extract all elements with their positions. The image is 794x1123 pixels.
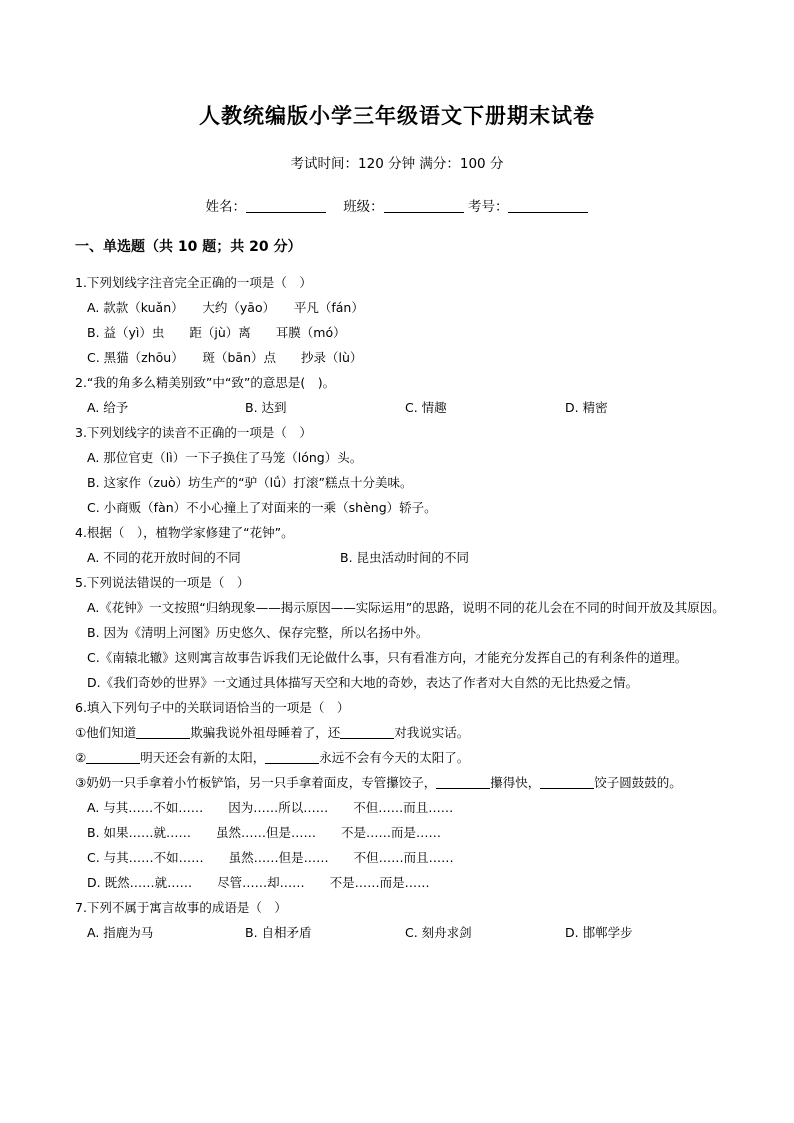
option-b: B. 自相矛盾 bbox=[245, 925, 312, 940]
question-stem: 1.下列划线字注音完全正确的一项是（ ） bbox=[75, 275, 312, 290]
exam-title: 人教统编版小学三年级语文下册期末试卷 bbox=[199, 104, 595, 128]
option-c: C. 情趣 bbox=[405, 400, 447, 415]
option-b: B. 益（yì）虫 距（jù）离 耳膜（mó） bbox=[87, 325, 346, 340]
sentence-text: ③奶奶一只手拿着小竹板铲馅，另一只手拿着面皮，专管攥饺子， bbox=[75, 775, 437, 790]
exam-no-label: 考号： bbox=[467, 199, 509, 215]
option-b: B. 昆虫活动时间的不同 bbox=[340, 550, 470, 565]
option-d: D. 精密 bbox=[565, 400, 608, 415]
option-a: A. 那位官吏（lì）一下子换住了马笼（lóng）头。 bbox=[87, 450, 363, 465]
student-info bbox=[0, 195, 794, 215]
class-label: 班级： bbox=[343, 199, 384, 215]
question-stem: 5.下列说法错误的一项是（ ） bbox=[75, 575, 250, 590]
option-a: A. 与其……不如…… 因为……所以…… 不但……而且…… bbox=[87, 800, 454, 815]
name-blank bbox=[246, 198, 326, 213]
option-d: D. 邯郸学步 bbox=[565, 925, 633, 940]
options-row bbox=[75, 920, 725, 945]
exam-no-blank bbox=[508, 198, 588, 213]
option-d: D.《我们奇妙的世界》一文通过具体描写天空和大地的奇妙，表达了作者对大自然的无比热爱之情。 bbox=[87, 675, 639, 690]
question-stem: 7.下列不属于寓言故事的成语是（ ） bbox=[75, 900, 287, 915]
sentence-text: 欺骗我说外祖母睡着了，还 bbox=[190, 725, 341, 740]
question-stem: 6.填入下列句子中的关联词语恰当的一项是（ ） bbox=[75, 700, 350, 715]
sentence-1 bbox=[75, 720, 725, 745]
option-c: C. 黑猫（zhōu） 斑（bān）点 抄录（lù） bbox=[87, 350, 363, 365]
option-a: A. 指鹿为马 bbox=[87, 925, 154, 940]
sentence-text: ①他们知道 bbox=[75, 725, 137, 740]
option-b: B. 如果……就…… 虽然……但是…… 不是……而是…… bbox=[87, 825, 442, 840]
sentence-text: 明天还会有新的太阳， bbox=[140, 750, 266, 765]
option-b: B. 这家作（zuò）坊生产的“驴（lǘ）打滚”糕点十分美味。 bbox=[87, 475, 413, 490]
option-a: A. 款款（kuǎn） 大约（yāo） 平凡（fán） bbox=[87, 300, 364, 315]
option-b: B. 达到 bbox=[245, 400, 287, 415]
exam-meta: 考试时间：120 分钟 满分：100 分 bbox=[290, 156, 504, 172]
fill-blank[interactable] bbox=[340, 724, 394, 739]
fill-blank[interactable] bbox=[136, 724, 190, 739]
sentence-text: ② bbox=[75, 750, 87, 765]
option-a: A. 给予 bbox=[87, 400, 129, 415]
option-c: C.《南辕北辙》这则寓言故事告诉我们无论做什么事，只有看准方向，才能充分发挥自己的有利条件的道理。 bbox=[87, 650, 688, 665]
sentence-text: 攥得快， bbox=[490, 775, 541, 790]
option-d: D. 既然……就…… 尽管……却…… 不是……而是…… bbox=[87, 875, 430, 890]
option-c: C. 刻舟求剑 bbox=[405, 925, 472, 940]
option-c: C. 小商贩（fàn）不小心撞上了对面来的一乘（shèng）轿子。 bbox=[87, 500, 437, 515]
options-row bbox=[75, 395, 725, 420]
option-b: B. 因为《清明上河图》历史悠久、保存完整，所以名扬中外。 bbox=[87, 625, 429, 640]
fill-blank[interactable] bbox=[540, 774, 594, 789]
option-a: A.《花钟》一文按照“归纳现象——揭示原因——实际运用”的思路，说明不同的花儿会在不同的时间开放及其原因。 bbox=[87, 600, 725, 615]
fill-blank[interactable] bbox=[265, 749, 319, 764]
sentence-text: 饺子圆鼓鼓的。 bbox=[594, 775, 682, 790]
name-label: 姓名： bbox=[205, 199, 247, 215]
options-row bbox=[75, 545, 725, 570]
sentence-3 bbox=[75, 770, 725, 795]
class-blank bbox=[384, 198, 464, 213]
fill-blank[interactable] bbox=[86, 749, 140, 764]
option-a: A. 不同的花开放时间的不同 bbox=[87, 550, 241, 565]
fill-blank[interactable] bbox=[436, 774, 490, 789]
question-stem: 4.根据（ ），植物学家修建了“花钟”。 bbox=[75, 525, 294, 540]
sentence-2 bbox=[75, 745, 725, 770]
questions bbox=[75, 270, 725, 945]
option-c: C. 与其……不如…… 虽然……但是…… 不但……而且…… bbox=[87, 850, 454, 865]
sentence-text: 对我说实话。 bbox=[394, 725, 470, 740]
question-stem: 2.“我的角多么精美别致”中“致”的意思是( )。 bbox=[75, 375, 336, 390]
section-heading: 一、单选题（共 10 题；共 20 分） bbox=[75, 239, 302, 255]
sentence-text: 永远不会有今天的太阳了。 bbox=[319, 750, 470, 765]
question-stem: 3.下列划线字的读音不正确的一项是（ ） bbox=[75, 425, 312, 440]
